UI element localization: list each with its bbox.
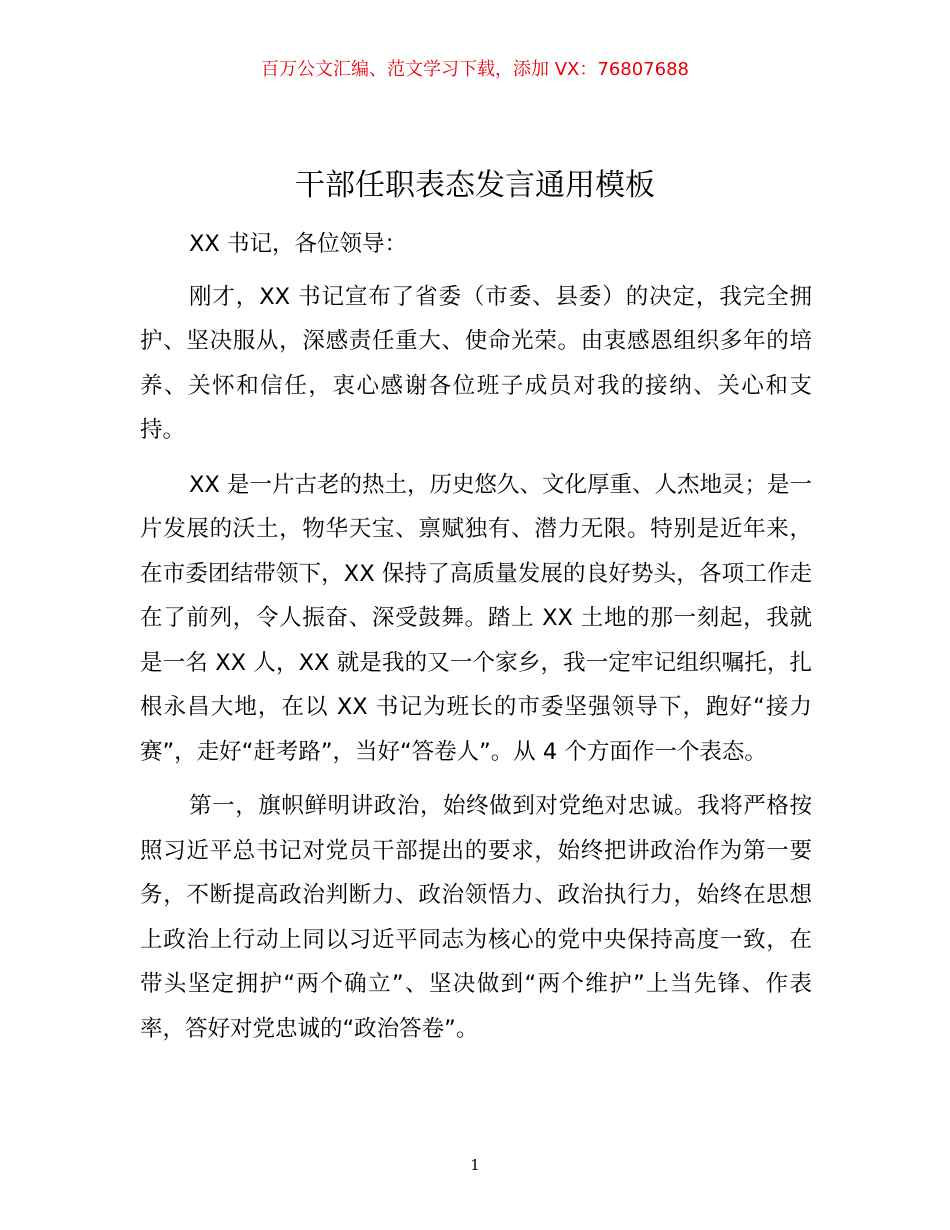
- paragraph-3: 第一，旗帜鲜明讲政治，始终做到对党绝对忠诚。我将严格按照习近平总书记对党员干部提出的要求，始终把讲政治作为第一要务，不断提高政治判断力、政治领悟力、政治执行力，始终在思想上政治上行动上同以习近平同志为核心的党中央保持高度一致，在带头坚定拥护“两个确立”、坚决做到“两个维护”上当先锋、作表率，答好对党忠诚的“政治答卷”。: [140, 793, 812, 1042]
- salutation: XX 书记，各位领导：: [189, 231, 407, 257]
- page-number: 1: [470, 1156, 480, 1174]
- paragraph-2: XX 是一片古老的热土，历史悠久、文化厚重、人杰地灵；是一片发展的沃土，物华天宝、禀赋独有、潜力无限。特别是近年来，在市委团结带领下，XX 保持了高质量发展的良好势头，各项工作走在了前列，令人振奋、深受鼓舞。踏上 XX 土地的那一刻起，我就是一名 XX 人，XX 就是我的又一个家乡，我一定牢记组织嘱托，扎根永昌大地，在以 XX 书记为班长的市委坚强领导下，跑好“接力赛”，走好“赶考路”，当好“答卷人”。从 4 个方面作一个表态。: [140, 471, 812, 765]
- header-note: 百万公文汇编、范文学习下载，添加 VX：76807688: [261, 59, 689, 80]
- paragraph-1: 刚才，XX 书记宣布了省委（市委、县委）的决定，我完全拥护、坚决服从，深感责任重大、使命光荣。由衷感恩组织多年的培养、关怀和信任，衷心感谢各位班子成员对我的接纳、关心和支持。: [140, 283, 812, 443]
- document-body: [140, 222, 812, 1051]
- document-title: 干部任职表态发言通用模板: [295, 168, 655, 203]
